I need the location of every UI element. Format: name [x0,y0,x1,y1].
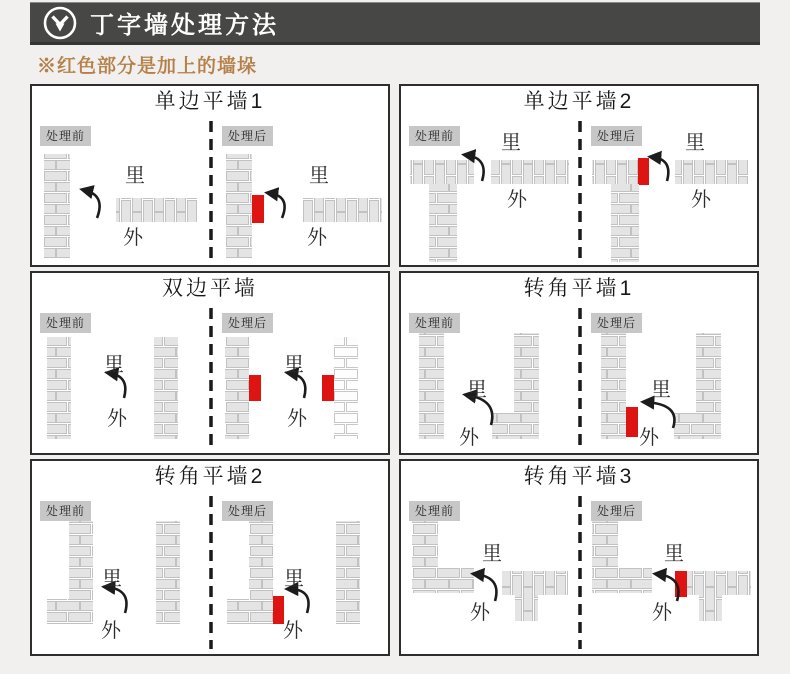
panel-body [401,491,757,654]
right-stub-wall [699,595,722,621]
l-wall-vertical [592,521,618,567]
before-badge: 处理前 [40,126,91,146]
after-badge: 处理后 [591,313,642,333]
outside-label: 外 [307,227,327,249]
before-badge: 处理前 [409,501,460,521]
page-title: 丁字墙处理方法 [90,12,279,39]
right-bar-wall [502,571,568,595]
outside-label: 外 [507,189,527,211]
inside-label: 里 [482,543,502,565]
outside-label: 外 [123,227,143,249]
after-diagram [225,337,358,439]
inside-label: 里 [467,379,487,401]
top-bar-wall [410,160,474,184]
left-wall [601,333,626,439]
inside-label: 里 [685,132,705,154]
panel-flat-wall-1 [30,84,390,267]
before-diagram [44,154,198,258]
curved-arrow-icon [289,589,309,613]
panel-title: 单边平墙1 [154,90,266,113]
before-badge: 处理前 [409,313,460,333]
right-wall [156,521,180,624]
panel-body [32,491,388,654]
after-diagram [226,154,382,258]
outside-label: 外 [639,427,659,449]
l-wall-foot [47,599,93,624]
added-pier [626,407,638,437]
curved-arrow-icon [475,574,496,601]
curved-arrow-icon [84,190,100,218]
after-badge: 处理后 [222,126,273,146]
note-text: ※红色部分是加上的墙垛 [37,56,258,77]
right-stub-wall [515,595,538,621]
outside-label: 外 [283,620,303,642]
horizontal-wall [491,160,569,184]
after-diagram [592,521,751,624]
added-pier [322,375,334,401]
top-bar-wall [592,160,638,184]
outside-label: 外 [101,620,121,642]
added-pier [252,195,264,223]
l-wall-vertical [514,333,539,413]
l-wall-vertical [412,521,438,567]
left-wall [225,337,249,439]
after-diagram [592,132,749,262]
circle-down-arrow-icon [43,6,77,40]
added-pier [638,158,649,185]
horizontal-wall [116,198,198,222]
panel-body [32,116,388,265]
before-diagram [47,337,178,439]
inside-label: 里 [501,132,521,154]
after-diagram [601,333,721,449]
l-wall-vertical [249,521,273,599]
outside-label: 外 [470,602,490,624]
l-wall-horizontal [592,567,652,593]
panel-title: 转角平墙2 [154,465,266,488]
after-diagram [227,521,360,642]
before-badge: 处理前 [40,313,91,333]
left-wall [47,337,71,439]
left-wall [419,333,444,439]
inside-label: 里 [102,568,122,590]
curved-arrow-icon [269,193,285,218]
l-wall-horizontal [412,567,474,593]
outside-label: 外 [459,427,479,449]
header-bar [30,2,760,45]
panel-title: 单边平墙2 [523,90,635,113]
after-badge: 处理后 [222,313,273,333]
curved-arrow-icon [109,373,125,398]
right-wall [334,337,358,439]
right-bar-wall [687,571,751,595]
before-badge: 处理前 [409,126,460,146]
right-wall [336,521,360,624]
horizontal-wall [675,160,749,184]
inside-label: 里 [125,165,145,187]
before-diagram [410,132,569,262]
panels-grid [30,84,759,656]
outside-label: 外 [652,602,672,624]
before-diagram [412,521,568,624]
l-wall-foot [227,599,273,624]
after-badge: 处理后 [591,126,642,146]
panel-double-flat-wall [30,271,390,455]
inside-label: 里 [664,543,684,565]
right-wall [154,337,178,439]
panel-corner-wall-2 [30,459,390,656]
before-diagram [47,521,180,642]
l-wall-vertical [69,521,93,599]
outside-label: 外 [287,408,307,430]
curved-arrow-icon [652,157,668,181]
added-pier [249,375,261,401]
after-badge: 处理后 [222,501,273,521]
panel-title: 转角平墙1 [523,277,635,300]
before-diagram [419,333,539,449]
outside-label: 外 [107,408,127,430]
panel-title: 转角平墙3 [523,465,635,488]
inside-label: 里 [651,379,671,401]
inside-label: 里 [284,354,304,376]
vertical-wall [226,154,252,258]
panel-body [401,303,757,453]
curved-arrow-icon [106,587,126,613]
curved-arrow-icon [289,373,305,398]
stub-wall [611,184,639,262]
l-wall-foot [492,413,539,439]
panel-body [32,303,388,453]
outside-label: 外 [691,189,711,211]
l-wall-vertical [696,333,721,413]
vertical-wall [44,154,70,258]
panel-title: 双边平墙 [162,277,258,300]
panel-flat-wall-2 [399,84,759,267]
inside-label: 里 [104,354,124,376]
panel-corner-wall-3 [399,459,759,656]
inside-label: 里 [284,568,304,590]
l-wall-foot [674,413,721,439]
stub-wall [429,184,457,262]
panel-body [401,116,757,265]
before-badge: 处理前 [40,501,91,521]
inside-label: 里 [309,165,329,187]
panel-corner-wall-1 [399,271,759,455]
curved-arrow-icon [645,402,674,428]
after-badge: 处理后 [591,501,642,521]
horizontal-wall [302,198,382,222]
